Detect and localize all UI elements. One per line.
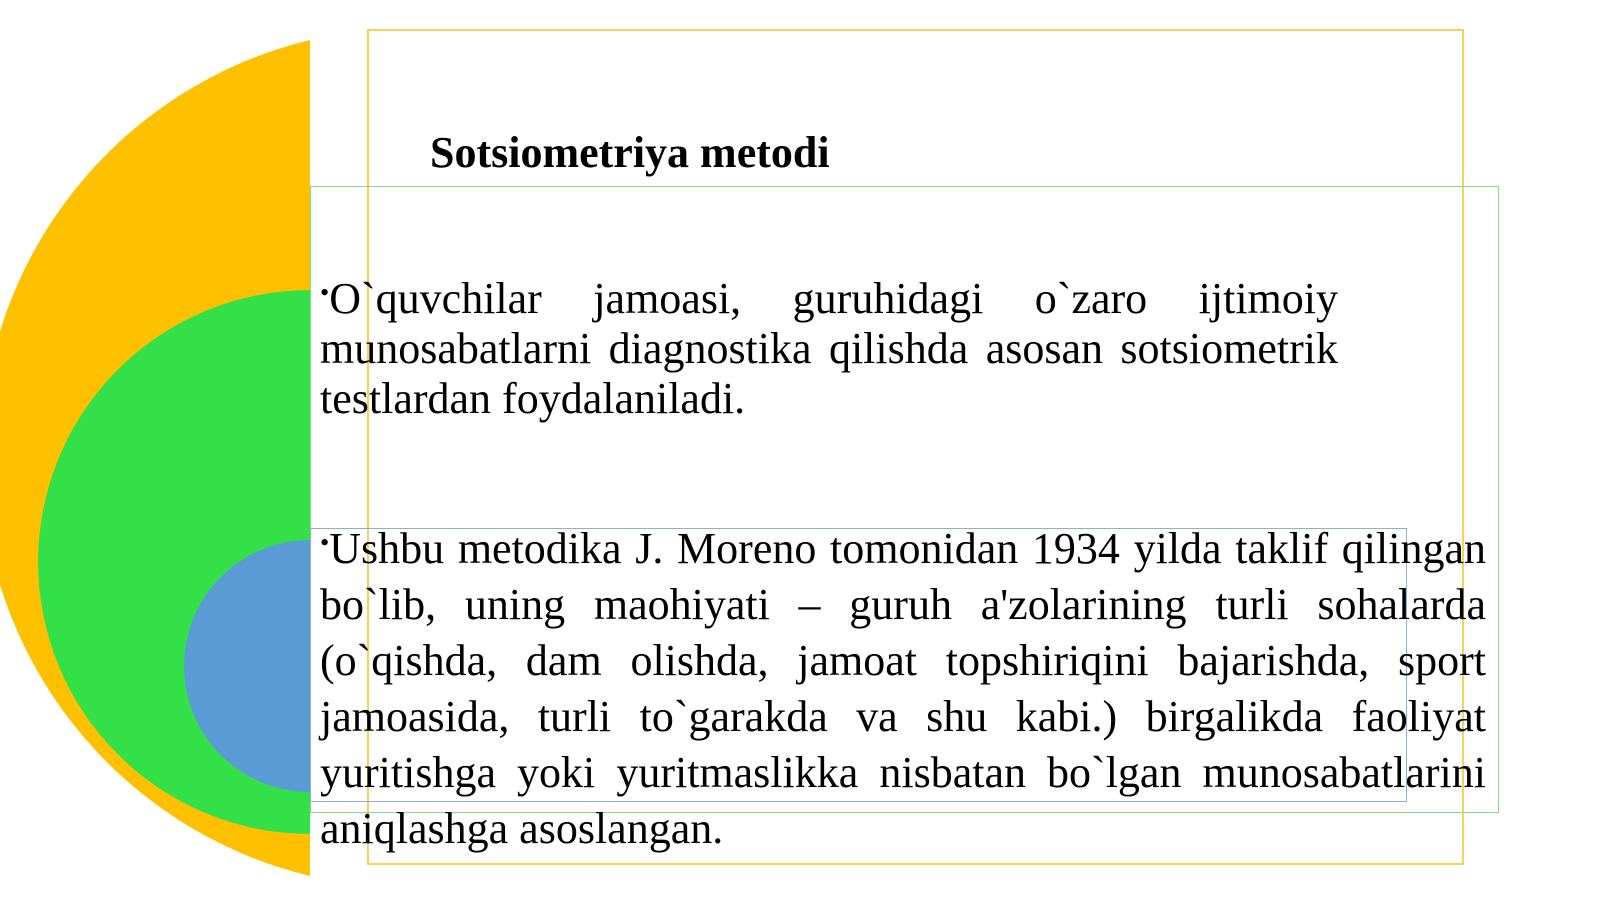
bullet-marker: • xyxy=(320,277,330,307)
paragraph-1-text: O`quvchilar jamoasi, guruhidagi o`zaro ijtimoiy munosabatlarni diagnostika qilishda asosan sotsiometrik testlardan foydalaniladi. xyxy=(320,273,1338,423)
paragraph-2 xyxy=(320,514,1486,857)
paragraph-1 xyxy=(320,267,1338,424)
paragraph-2-text: Ushbu metodika J. Moreno tomonidan 1934 yilda taklif qilingan bo`lib, uning maohiyati – guruh a'zolarining turli sohalarda (o`qishda, dam olishda, jamoat topshiriqini bajarishda, sport jamoasida, turli to`garakda va shu kabi.) birgalikda faoliyat yuritishga yoki yuritmaslikka nisbatan bo`lgan munosabatlarini aniqlashga asoslangan. xyxy=(320,523,1486,853)
slide-title: Sotsiometriya metodi xyxy=(430,128,830,177)
bullet-marker: • xyxy=(320,527,330,557)
